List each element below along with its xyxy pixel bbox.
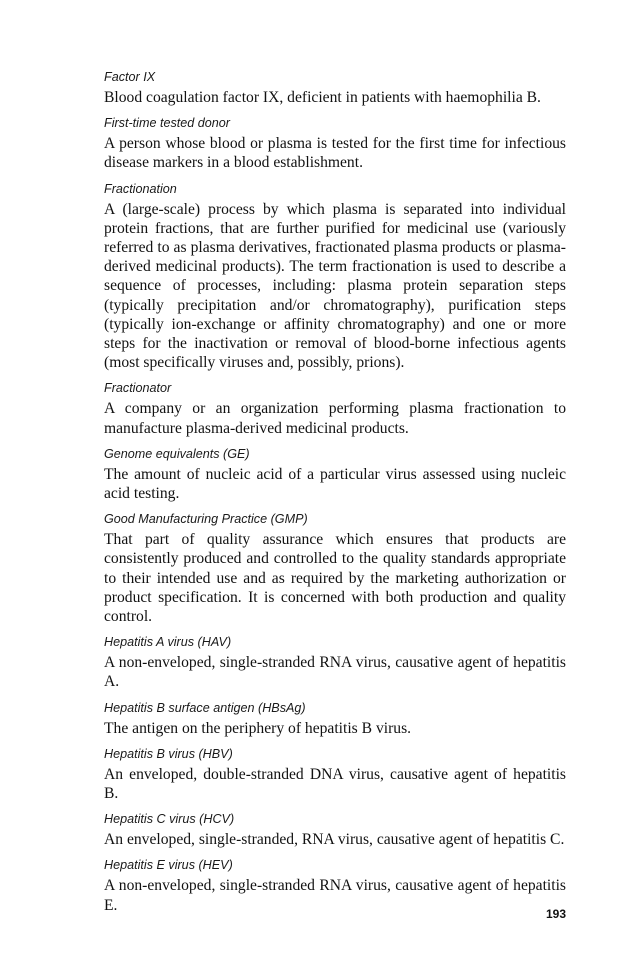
glossary-entry-hbv: [104, 747, 566, 803]
glossary-entry-fractionation: [104, 182, 566, 373]
glossary-definition: A company or an organization performing plasma fractionation to manufacture plasma-derived medicinal products.: [104, 400, 566, 437]
glossary-definition: A person whose blood or plasma is tested for the first time for infectious disease markers in a blood establishment.: [104, 135, 566, 172]
glossary-term: First-time tested donor: [104, 116, 230, 131]
glossary-definition: The antigen on the periphery of hepatitis B virus.: [104, 719, 412, 737]
glossary-definition: An enveloped, double-stranded DNA virus, causative agent of hepatitis B.: [104, 765, 566, 803]
glossary-entry-hav: [104, 635, 566, 691]
glossary-term: Genome equivalents (GE): [104, 446, 250, 461]
page-number: 193: [545, 907, 566, 921]
glossary-definition: Blood coagulation factor IX, deficient in patients with haemophilia B.: [104, 89, 541, 106]
glossary-term: Hepatitis E virus (HEV): [104, 858, 233, 873]
glossary-term: Fractionation: [104, 181, 177, 196]
glossary-term: Good Manufacturing Practice (GMP): [104, 512, 308, 527]
glossary-entry-hev: [104, 858, 566, 914]
glossary-entry-first-time-tested-donor: [104, 116, 566, 172]
glossary-entry-genome-equivalents: [104, 447, 566, 503]
glossary-term: Hepatitis B surface antigen (HBsAg): [104, 700, 306, 715]
glossary-entry-gmp: [104, 512, 566, 626]
glossary-term: Hepatitis C virus (HCV): [104, 812, 235, 827]
glossary-definition: The amount of nucleic acid of a particular virus assessed using nucleic acid testing.: [104, 465, 566, 503]
glossary-definition: An enveloped, single-stranded, RNA virus, causative agent of hepatitis C.: [104, 831, 565, 849]
glossary-entry-factor-ix: [104, 70, 566, 107]
glossary-term: Hepatitis A virus (HAV): [104, 635, 232, 650]
glossary-definition: A non-enveloped, single-stranded RNA virus, causative agent of hepatitis E.: [104, 877, 566, 914]
glossary-term: Fractionator: [104, 381, 172, 396]
glossary-entry-hbsag: [104, 701, 566, 738]
glossary-definition: A (large-scale) process by which plasma is separated into individual protein fractions, that are further purified for medicinal use (variously referred to as plasma derivatives, fractionated plasma products or plasma-derived medicinal products). The term fractionation is used to describe a sequence of processes, including: plasma protein separation steps (typically precipitation and/or chromatography), purification steps (typically ion-exchange or affinity chromatography) and one or more steps for the inactivation or removal of blood-borne infectious agents (most specifically viruses and, possibly, prions).: [104, 200, 566, 372]
glossary-page: [104, 70, 566, 924]
glossary-term: Hepatitis B virus (HBV): [104, 746, 233, 761]
glossary-entry-fractionator: [104, 381, 566, 437]
glossary-entry-hcv: [104, 812, 566, 849]
glossary-term: Factor IX: [104, 70, 156, 84]
glossary-definition: That part of quality assurance which ensures that products are consistently produced and controlled to the quality standards appropriate to their intended use and as required by the marketing authorization or product specification. It is concerned with both production and quality control.: [104, 531, 566, 626]
glossary-definition: A non-enveloped, single-stranded RNA virus, causative agent of hepatitis A.: [104, 654, 566, 691]
